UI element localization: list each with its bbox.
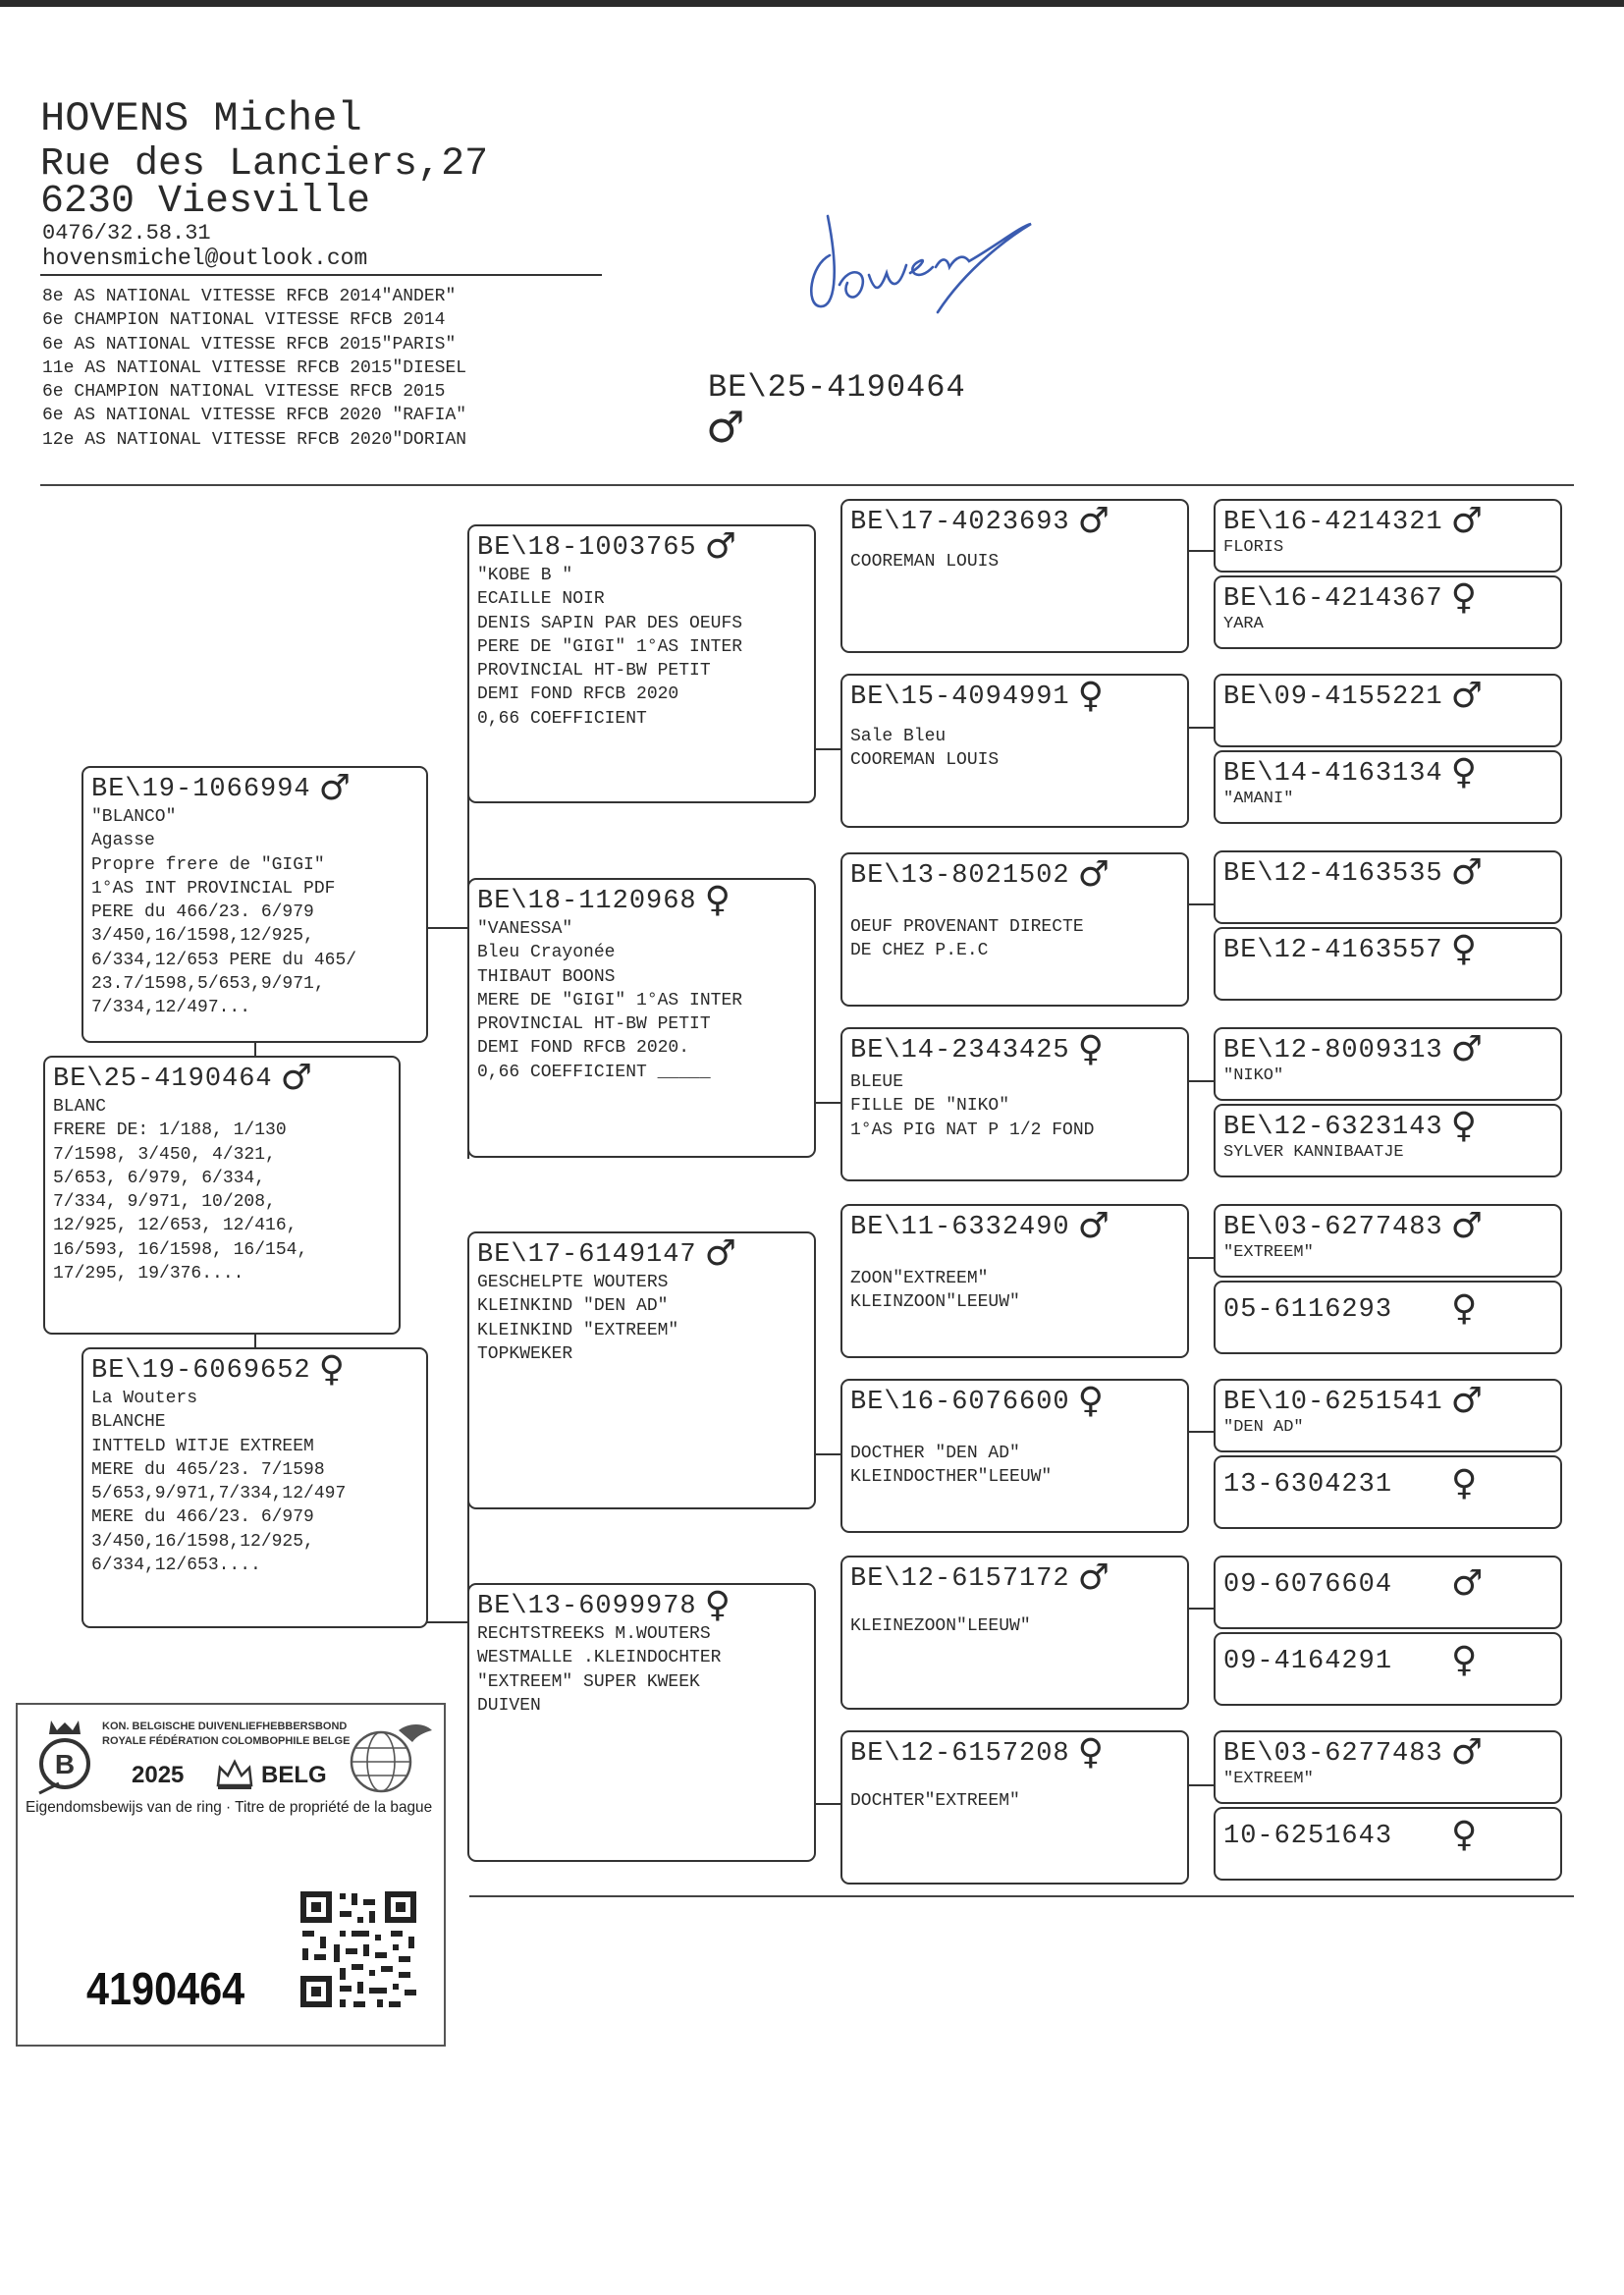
ring-number: BE\09-4155221: [1223, 683, 1443, 712]
ring-ownership-card: [16, 1703, 446, 2047]
great-grandparent-box[interactable]: BE\16-6076600 ♀ DOCTHER "DEN AD" KLEINDOCTHER"LEEUW": [840, 1379, 1189, 1533]
crown-icon: [214, 1758, 255, 1791]
ring-number: BE\17-6149147: [477, 1240, 697, 1270]
ancestor-name: FLORIS: [1223, 538, 1284, 557]
scan-top-edge: [0, 0, 1624, 7]
male-symbol-icon: ♂: [280, 1058, 313, 1098]
ring-number: BE\12-6323143: [1223, 1113, 1443, 1142]
ancestor-box[interactable]: [1214, 1632, 1562, 1706]
great-grandparent-box[interactable]: BE\12-6157172 ♂ KLEINEZOON"LEEUW": [840, 1556, 1189, 1710]
male-symbol-icon: ♂: [318, 768, 352, 808]
ancestor-box[interactable]: [1214, 927, 1562, 1001]
ring-number: 09-4164291: [1223, 1647, 1393, 1676]
ancestor-box[interactable]: [1214, 499, 1562, 573]
female-symbol-icon: ♀: [1451, 1815, 1479, 1855]
connector-line: [1187, 1784, 1216, 1786]
male-symbol-icon: ♂: [1451, 1563, 1485, 1604]
ring-number: BE\16-4214321: [1223, 508, 1443, 537]
male-symbol-icon: ♂: [704, 526, 737, 567]
great-grandparent-box[interactable]: BE\11-6332490 ♂ ZOON"EXTREEM" KLEINZOON"LEEUW": [840, 1204, 1189, 1358]
female-symbol-icon: ♀: [704, 880, 732, 920]
ring-number: BE\12-4163535: [1223, 859, 1443, 889]
female-symbol-icon: ♀: [1077, 1732, 1106, 1773]
achievement-item: 6e CHAMPION NATIONAL VITESSE RFCB 2014: [42, 310, 446, 331]
federation-logo-icon: [29, 1715, 100, 1799]
female-symbol-icon: ♀: [1451, 1288, 1479, 1329]
achievement-item: 6e AS NATIONAL VITESSE RFCB 2015"PARIS": [42, 334, 457, 355]
male-symbol-icon: ♂: [1450, 852, 1484, 893]
ring-number: BE\18-1120968: [477, 887, 697, 916]
ring-number: BE\10-6251541: [1223, 1388, 1443, 1417]
great-grandparent-box[interactable]: BE\14-2343425 ♀ BLEUE FILLE DE "NIKO" 1°AS PIG NAT P 1/2 FOND: [840, 1027, 1189, 1181]
ring-number: BE\17-4023693: [850, 508, 1070, 537]
male-symbol-icon: ♂: [1450, 1029, 1484, 1069]
ring-number: BE\19-6069652: [91, 1356, 311, 1386]
male-symbol-icon: ♂: [1077, 1206, 1110, 1246]
ancestor-name: "NIKO": [1223, 1066, 1284, 1085]
ring-number: BE\13-8021502: [850, 861, 1070, 891]
achievement-item: 8e AS NATIONAL VITESSE RFCB 2014"ANDER": [42, 287, 457, 306]
female-symbol-icon: ♀: [1450, 752, 1479, 792]
male-symbol-icon: ♂: [1450, 501, 1484, 541]
ring-number: BE\14-4163134: [1223, 759, 1443, 789]
achievement-item: 12e AS NATIONAL VITESSE RFCB 2020"DORIAN: [42, 429, 467, 450]
male-symbol-icon: ♂: [1450, 1381, 1484, 1421]
ring-number: BE\12-4163557: [1223, 936, 1443, 965]
ancestor-box[interactable]: [1214, 674, 1562, 747]
card-country: BELG: [261, 1762, 327, 1788]
connector-line: [1187, 1608, 1216, 1610]
ring-number: BE\25-4190464: [53, 1065, 273, 1094]
connector-line: [426, 1621, 469, 1623]
connector-line: [1187, 1257, 1216, 1259]
ancestor-box[interactable]: [1214, 1204, 1562, 1278]
female-symbol-icon: ♀: [1450, 577, 1479, 618]
male-symbol-icon: ♂: [1450, 1732, 1484, 1773]
female-symbol-icon: ♀: [1451, 1463, 1479, 1503]
qr-code-icon: [297, 1887, 420, 2011]
ancestor-box[interactable]: [1214, 1807, 1562, 1881]
female-symbol-icon: ♀: [704, 1585, 732, 1625]
header-divider: [40, 274, 602, 276]
great-grandparent-box[interactable]: BE\17-4023693 ♂ COOREMAN LOUIS: [840, 499, 1189, 653]
ring-number: BE\03-6277483: [1223, 1213, 1443, 1242]
svg-text:B: B: [54, 1749, 76, 1779]
ring-number: BE\16-6076600: [850, 1388, 1070, 1417]
ancestor-box[interactable]: [1214, 850, 1562, 924]
breeder-street: Rue des Lanciers,27: [40, 142, 489, 187]
ancestor-name: "EXTREEM": [1223, 1243, 1314, 1262]
breeder-email[interactable]: hovensmichel@outlook.com: [42, 246, 368, 271]
connector-line: [814, 1102, 842, 1104]
ring-number: BE\15-4094991: [850, 683, 1070, 712]
female-symbol-icon: ♀: [1077, 1381, 1106, 1421]
female-symbol-icon: ♀: [1451, 1640, 1479, 1680]
subject-box[interactable]: BE\25-4190464 ♂ BLANC FRERE DE: 1/188, 1/130 7/1598, 3/450, 4/321, 5/653, 6/979, 6/334, 7/334, 9/971, 10/208, 12/925, 12/653, 12/416, 16/593, 16/1598, 16/154, 17/295, 19/376....: [43, 1056, 401, 1335]
federation-name-nl: KON. BELGISCHE DUIVENLIEFHEBBERSBOND: [102, 1721, 348, 1732]
great-grandparent-box[interactable]: BE\13-8021502 ♂ OEUF PROVENANT DIRECTE DE CHEZ P.E.C: [840, 852, 1189, 1007]
ring-number: BE\14-2343425: [850, 1036, 1070, 1066]
male-symbol-icon: ♂: [1077, 1557, 1110, 1598]
male-symbol-icon: ♂: [704, 1233, 737, 1274]
great-grandparent-box[interactable]: BE\12-6157208 ♀ DOCHTER"EXTREEM": [840, 1730, 1189, 1885]
ring-number: BE\12-6157172: [850, 1564, 1070, 1594]
achievement-item: 11e AS NATIONAL VITESSE RFCB 2015"DIESEL: [42, 357, 467, 378]
ancestor-name: YARA: [1223, 615, 1264, 633]
ring-number: 09-6076604: [1223, 1570, 1393, 1600]
ancestor-box[interactable]: [1214, 1455, 1562, 1529]
ancestor-name: "AMANI": [1223, 790, 1294, 808]
card-ring-number: 4190464: [86, 1963, 245, 2014]
ancestor-box[interactable]: [1214, 1379, 1562, 1452]
great-grandparent-box[interactable]: BE\15-4094991 ♀ Sale Bleu COOREMAN LOUIS: [840, 674, 1189, 828]
connector-line: [814, 1803, 842, 1805]
connector-line: [1187, 550, 1216, 552]
connector-line: [1187, 1080, 1216, 1082]
connector-line: [1187, 727, 1216, 729]
ancestor-name: "EXTREEM": [1223, 1770, 1314, 1788]
globe-bird-logo-icon: [330, 1717, 438, 1795]
connector-line: [1187, 903, 1216, 905]
card-year: 2025: [132, 1762, 185, 1788]
ring-number: BE\03-6277483: [1223, 1739, 1443, 1769]
ancestor-box[interactable]: [1214, 1104, 1562, 1177]
female-symbol-icon: ♀: [318, 1349, 347, 1390]
ring-number: BE\13-6099978: [477, 1592, 697, 1621]
ancestor-box[interactable]: [1214, 750, 1562, 824]
female-symbol-icon: ♀: [1450, 929, 1479, 969]
ring-number: 13-6304231: [1223, 1470, 1393, 1500]
ancestor-name: SYLVER KANNIBAATJE: [1223, 1143, 1404, 1162]
ring-number: BE\19-1066994: [91, 775, 311, 804]
ring-number: BE\11-6332490: [850, 1213, 1070, 1242]
grandparent-box[interactable]: BE\13-6099978 ♀ RECHTSTREEKS M.WOUTERS WESTMALLE .KLEINDOCHTER "EXTREEM" SUPER KWEEK DUIVEN: [467, 1583, 816, 1862]
main-ring-number: BE\25-4190464: [708, 369, 966, 406]
female-symbol-icon: ♀: [1450, 1106, 1479, 1146]
ancestor-box[interactable]: [1214, 1556, 1562, 1629]
female-symbol-icon: ♀: [1077, 1029, 1106, 1069]
grandparent-box[interactable]: BE\18-1003765 ♂ "KOBE B " ECAILLE NOIR DENIS SAPIN PAR DES OEUFS PERE DE "GIGI" 1°AS INTER PROVINCIAL HT-BW PETIT DEMI FOND RFCB 2020 0,66 COEFFICIENT: [467, 524, 816, 803]
connector-line: [1187, 1431, 1216, 1433]
male-symbol-icon: ♂: [1450, 676, 1484, 716]
breeder-city: 6230 Viesville: [40, 180, 371, 224]
male-symbol-icon: ♂: [706, 403, 745, 453]
male-symbol-icon: ♂: [1450, 1206, 1484, 1246]
connector-line: [426, 927, 469, 929]
card-ownership-title: Eigendomsbewijs van de ring · Titre de propriété de la bague: [26, 1799, 433, 1816]
connector-line: [814, 1453, 842, 1455]
breeder-phone: 0476/32.58.31: [42, 221, 211, 246]
ancestor-name: "DEN AD": [1223, 1418, 1304, 1437]
federation-name-fr: ROYALE FÉDÉRATION COLOMBOPHILE BELGE: [102, 1735, 351, 1747]
ring-number: 10-6251643: [1223, 1822, 1393, 1851]
achievements-list: [42, 285, 466, 452]
ancestor-box[interactable]: [1214, 1281, 1562, 1354]
breeder-name: HOVENS Michel: [40, 95, 362, 142]
pedigree-top-divider: [40, 484, 1574, 486]
ring-number: BE\18-1003765: [477, 533, 697, 563]
sire-box[interactable]: BE\19-1066994 ♂ "BLANCO" Agasse Propre frere de "GIGI" 1°AS INT PROVINCIAL PDF PERE du 466/23. 6/979 3/450,16/1598,12/925, 6/334,12/653 PERE du 465/ 23.7/1598,5/653,9/971, 7/334,12/497...: [81, 766, 428, 1043]
ring-number: BE\16-4214367: [1223, 584, 1443, 614]
ring-number: BE\12-6157208: [850, 1739, 1070, 1769]
ancestor-box[interactable]: [1214, 1730, 1562, 1804]
ancestor-box[interactable]: [1214, 1027, 1562, 1101]
ring-number: BE\12-8009313: [1223, 1036, 1443, 1066]
grandparent-box[interactable]: BE\17-6149147 ♂ GESCHELPTE WOUTERS KLEINKIND "DEN AD" KLEINKIND "EXTREEM" TOPKWEKER: [467, 1231, 816, 1509]
male-symbol-icon: ♂: [1077, 854, 1110, 895]
female-symbol-icon: ♀: [1077, 676, 1106, 716]
dam-box[interactable]: BE\19-6069652 ♀ La Wouters BLANCHE INTTELD WITJE EXTREEM MERE du 465/23. 7/1598 5/653,9/971,7/334,12/497 MERE du 466/23. 6/979 3/450,16/1598,12/925, 6/334,12/653....: [81, 1347, 428, 1628]
achievement-item: 6e CHAMPION NATIONAL VITESSE RFCB 2015: [42, 382, 446, 403]
grandparent-box[interactable]: BE\18-1120968 ♀ "VANESSA" Bleu Crayonée THIBAUT BOONS MERE DE "GIGI" 1°AS INTER PROVINCIAL HT-BW PETIT DEMI FOND RFCB 2020. 0,66 COEFFICIENT _____: [467, 878, 816, 1158]
ancestor-box[interactable]: [1214, 575, 1562, 649]
achievement-item: 6e AS NATIONAL VITESSE RFCB 2020 "RAFIA": [42, 406, 467, 426]
connector-line: [814, 748, 842, 750]
pedigree-bottom-divider: [469, 1895, 1574, 1897]
male-symbol-icon: ♂: [1077, 501, 1110, 541]
ring-number: 05-6116293: [1223, 1295, 1393, 1325]
handwritten-signature: [800, 196, 1036, 329]
